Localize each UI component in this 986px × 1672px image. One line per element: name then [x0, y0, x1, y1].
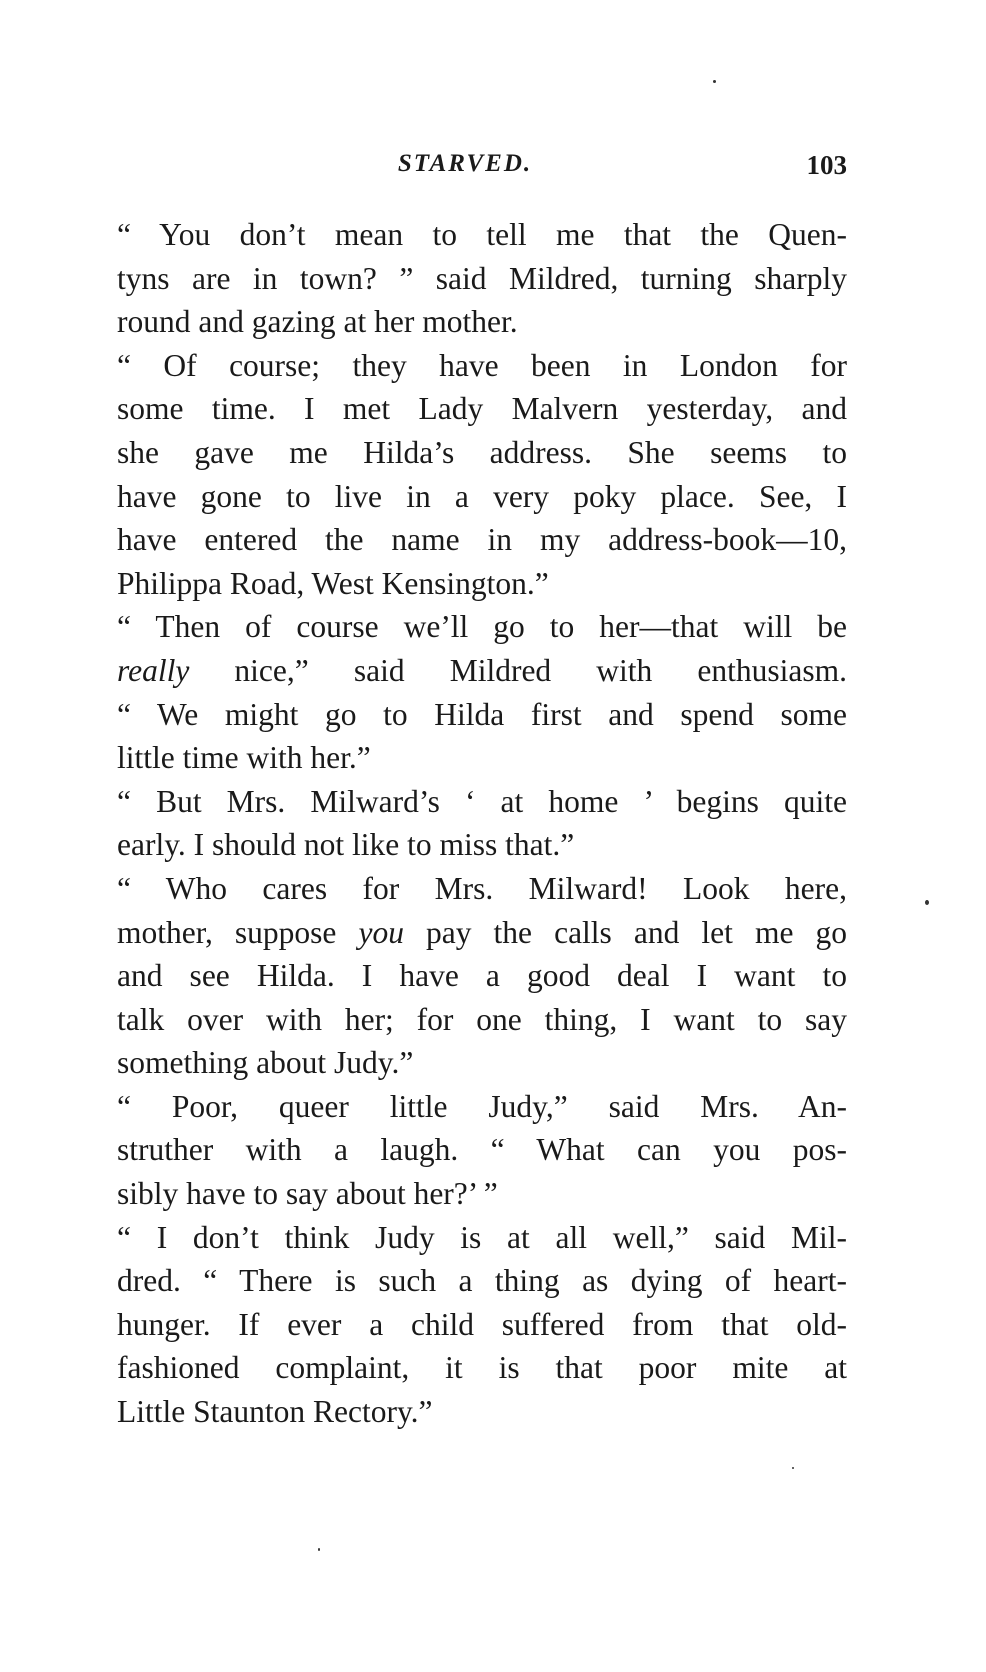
- text-line: “ Of course; they have been in London for: [117, 347, 847, 383]
- paragraph: [83, 1085, 847, 1216]
- text-line: something about Judy.”: [117, 1045, 414, 1081]
- paper-speck: [792, 1467, 794, 1469]
- paragraph: [83, 213, 847, 344]
- paper-speck: [318, 1548, 320, 1551]
- text-line: early. I should not like to miss that.”: [117, 827, 575, 863]
- text-line: dred. “ There is such a thing as dying of heart-: [117, 1263, 847, 1299]
- text-line: fashioned complaint, it is that poor mite at: [117, 1350, 847, 1386]
- text-line: sibly have to say about her?’ ”: [117, 1176, 498, 1212]
- text-line: she gave me Hilda’s address. She seems to: [117, 434, 847, 470]
- text-line: Philippa Road, West Kensington.”: [117, 565, 549, 601]
- text-line: have gone to live in a very poky place. See, I: [117, 478, 847, 514]
- text-line: really nice,” said Mildred with enthusiasm.: [117, 652, 847, 688]
- text-line: hunger. If ever a child suffered from that old-: [117, 1306, 847, 1342]
- text-line: “ Poor, queer little Judy,” said Mrs. An-: [117, 1088, 847, 1124]
- text-line: struther with a laugh. “ What can you pos-: [117, 1132, 847, 1168]
- paragraph: [83, 344, 847, 606]
- text-line: talk over with her; for one thing, I want to say: [117, 1001, 847, 1037]
- paragraph: [83, 605, 847, 779]
- text-line: tyns are in town? ” said Mildred, turning sharply: [117, 260, 847, 296]
- text-line: and see Hilda. I have a good deal I want to: [117, 958, 847, 994]
- body-text: [83, 213, 847, 1434]
- paragraph: [83, 867, 847, 1085]
- emphasized-word: you: [358, 914, 404, 950]
- paragraph: [83, 1216, 847, 1434]
- text-line: round and gazing at her mother.: [117, 304, 518, 340]
- paragraph: [83, 780, 847, 867]
- paper-speck: [925, 900, 929, 905]
- text-line: “ You don’t mean to tell me that the Quen-: [117, 217, 847, 252]
- running-head: [83, 150, 847, 190]
- text-line: “ Who cares for Mrs. Milward! Look here,: [117, 870, 847, 906]
- text-line: Little Staunton Rectory.”: [117, 1394, 433, 1430]
- paper-speck: [713, 80, 716, 83]
- emphasized-word: really: [117, 652, 190, 688]
- text-line: some time. I met Lady Malvern yesterday, and: [117, 391, 847, 427]
- running-title: STARVED.: [397, 150, 533, 177]
- text-line: little time with her.”: [117, 740, 371, 776]
- text-line: mother, suppose you pay the calls and let me go: [117, 914, 848, 950]
- text-line: “ Then of course we’ll go to her—that will be: [117, 609, 847, 645]
- page-number: 103: [806, 150, 847, 180]
- text-line: have entered the name in my address-book—10,: [117, 522, 847, 558]
- text-line: “ We might go to Hilda first and spend some: [117, 696, 847, 732]
- text-line: “ But Mrs. Milward’s ‘ at home ’ begins quite: [117, 783, 847, 819]
- text-line: “ I don’t think Judy is at all well,” said Mil-: [117, 1219, 847, 1255]
